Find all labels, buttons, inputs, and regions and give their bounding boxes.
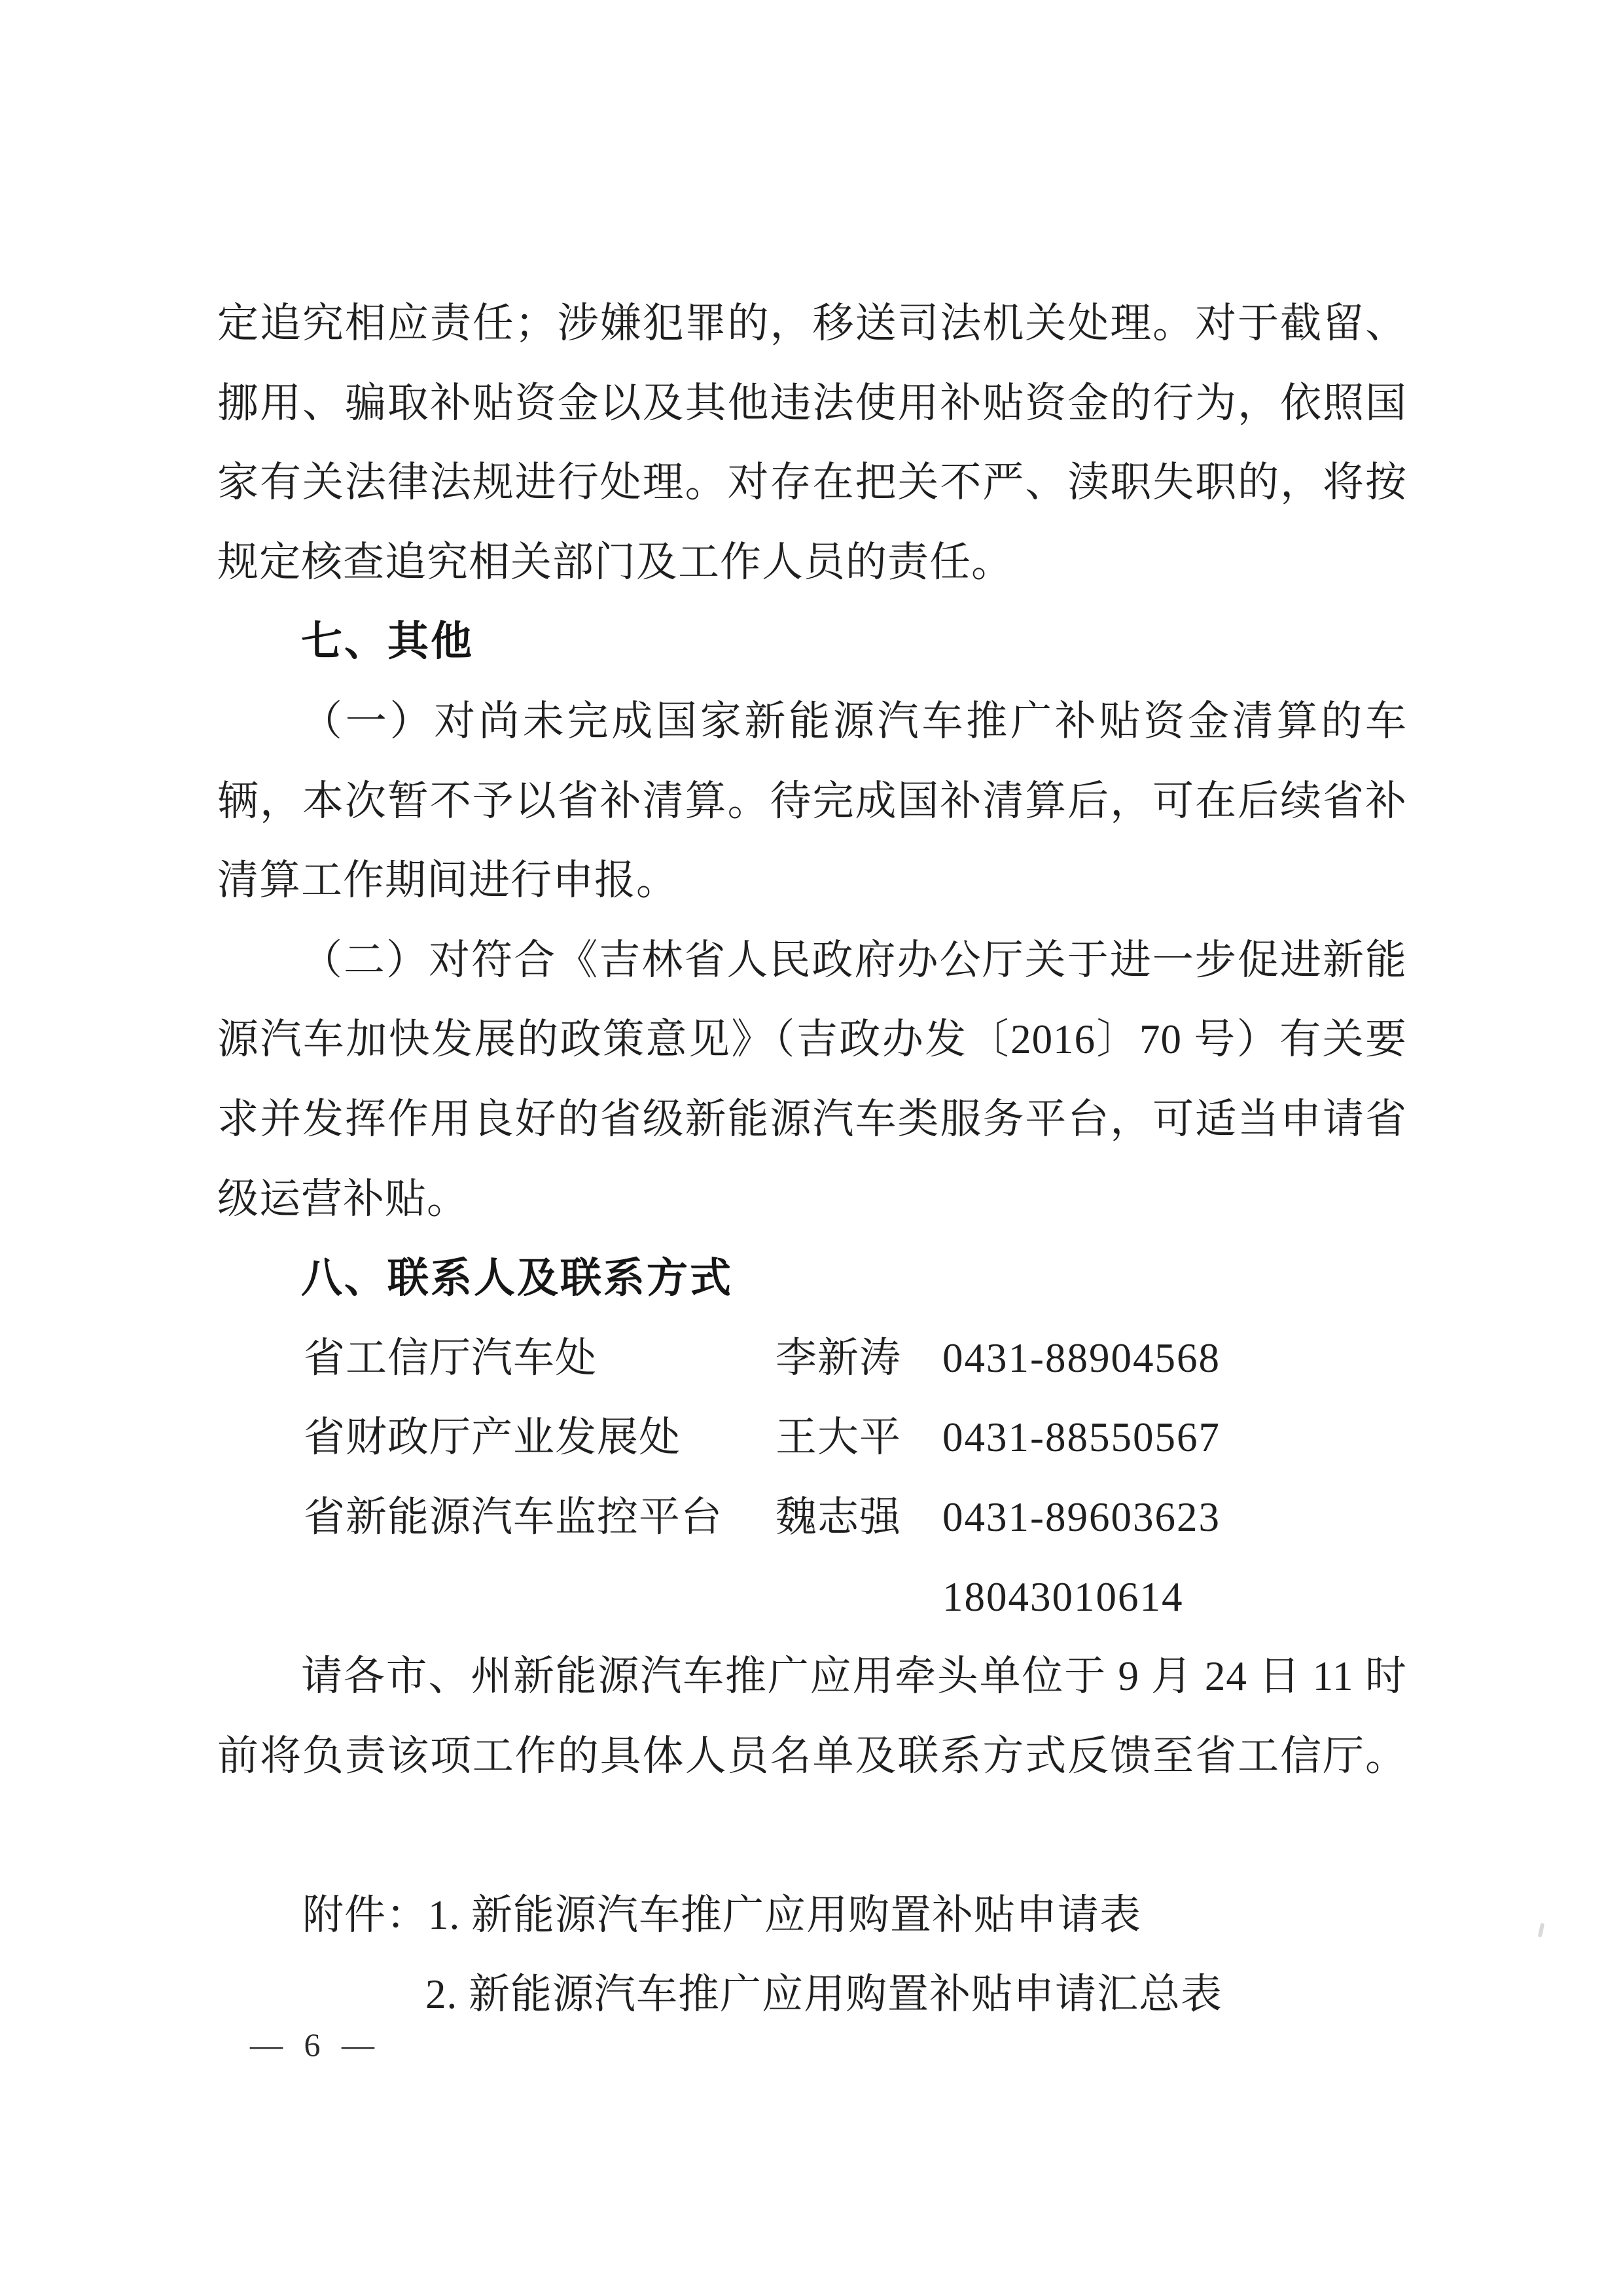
document-body [217,284,1407,2035]
body-line-11: 求并发挥作用良好的省级新能源汽车类服务平台，可适当申请省 [217,1096,1407,1142]
scan-speck-artifact [1538,1923,1544,1938]
contact-name-2: 王大平 [776,1414,901,1461]
contact-phone-3: 0431-89603623 [942,1494,1221,1540]
contact-phone-1: 0431-88904568 [942,1335,1221,1381]
section-7-heading: 七、其他 [301,619,474,665]
body-line-3: 家有关法律法规进行处理。对存在把关不严、渎职失职的，将按 [217,459,1407,506]
attachment-line-2 [217,1955,1407,2035]
contact-org-2: 省财政厅产业发展处 [304,1414,681,1461]
extra-phone-line [217,1558,1407,1638]
attachment-item-2: 2. 新能源汽车推广应用购置补贴申请汇总表 [425,1971,1222,2018]
contact-row-2 [217,1398,1407,1478]
body-line-2: 挪用、骗取补贴资金以及其他违法使用补贴资金的行为，依照国 [217,380,1407,426]
body-line-18: 请各市、州新能源汽车推广应用牵头单位于 9 月 24 日 11 时 [301,1653,1407,1700]
page-number: — 6 — [250,2026,381,2063]
contact-name-1: 李新涛 [776,1335,901,1381]
body-line-6: （一）对尚未完成国家新能源汽车推广补贴资金清算的车 [301,698,1407,744]
contact-phone-2: 0431-88550567 [942,1414,1221,1461]
body-line-19: 前将负责该项工作的具体人员名单及联系方式反馈至省工信厅。 [217,1732,1407,1779]
body-line-9: （二）对符合《吉林省人民政府办公厅关于进一步促进新能 [301,937,1407,983]
contact-row-3 [217,1478,1407,1558]
body-line-8: 清算工作期间进行申报。 [217,857,678,904]
body-line-4: 规定核查追究相关部门及工作人员的责任。 [217,539,1013,585]
body-line-1: 定追究相应责任；涉嫌犯罪的，移送司法机关处理。对于截留、 [217,300,1407,346]
contact-row-1 [217,1319,1407,1399]
body-line-7: 辆，本次暂不予以省补清算。待完成国补清算后，可在后续省补 [217,778,1407,824]
attachment-line-1 [217,1876,1407,1956]
attachment-label: 附件： [302,1892,428,1938]
blank-line [217,1796,1407,1876]
contact-org-1: 省工信厅汽车处 [304,1335,597,1381]
body-line-12: 级运营补贴。 [217,1175,469,1222]
contact-org-3: 省新能源汽车监控平台 [304,1494,722,1540]
extra-phone-number: 18043010614 [942,1573,1184,1620]
contact-name-3: 魏志强 [776,1494,901,1540]
body-line-10: 源汽车加快发展的政策意见》（吉政办发〔2016〕70 号）有关要 [217,1016,1407,1063]
attachment-item-1: 1. 新能源汽车推广应用购置补贴申请表 [428,1892,1141,1938]
section-8-heading: 八、联系人及联系方式 [301,1255,733,1302]
